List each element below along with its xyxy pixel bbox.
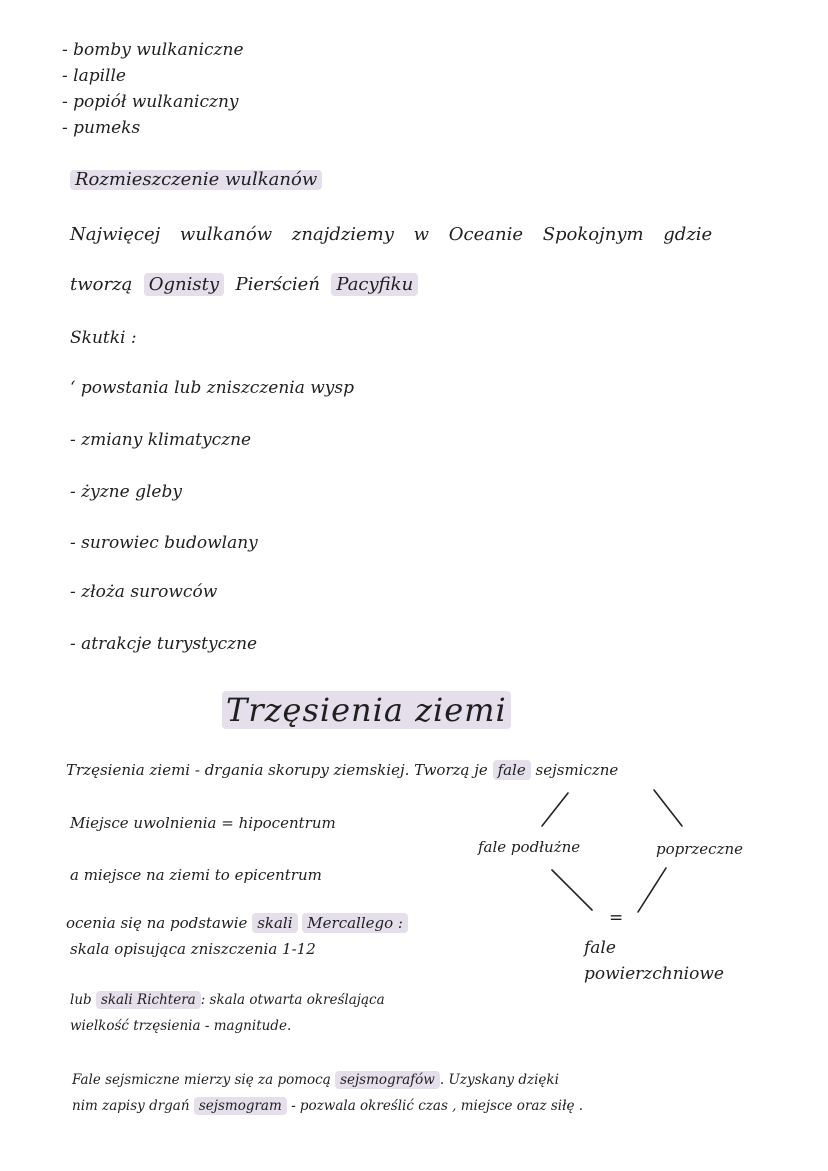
list-item: - żyzne gleby: [70, 482, 182, 502]
list-item: - atrakcje turystyczne: [70, 634, 258, 654]
text: sejsmiczne: [535, 761, 619, 779]
highlight: fale: [493, 760, 531, 780]
hipocentrum-line: Miejsce uwolnienia = hipocentrum: [70, 814, 336, 832]
section-heading: Rozmieszczenie wulkanów: [70, 170, 322, 190]
text: Trzęsienia ziemi - drgania skorupy ziemskiej. Tworzą je: [66, 761, 488, 779]
equals-sign: =: [609, 908, 624, 928]
list-item: - złoża surowców: [70, 582, 218, 602]
richter-line-2: wielkość trzęsienia - magnitude.: [70, 1018, 292, 1034]
mercalli-line-2: skala opisująca zniszczenia 1-12: [70, 940, 316, 958]
list-item: - zmiany klimatyczne: [70, 430, 252, 450]
text: - pozwala określić czas , miejsce oraz siłę .: [291, 1098, 584, 1114]
highlight: sejsmografów: [335, 1071, 440, 1089]
list-item: - lapille: [62, 66, 126, 86]
skutki-label: Skutki :: [70, 328, 137, 348]
richter-line: [70, 994, 385, 1008]
highlight: sejsmogram: [194, 1097, 287, 1115]
highlight: Pacyfiku: [331, 273, 418, 296]
text: ocenia się na podstawie: [66, 914, 248, 932]
highlight: Mercallego :: [302, 913, 408, 933]
wave-bottom-label-1: fale: [584, 938, 616, 958]
wave-right-label: poprzeczne: [656, 840, 744, 858]
word: tworzą: [70, 274, 133, 295]
text: . Uzyskany dzięki: [439, 1072, 559, 1088]
title-text: Trzęsienia ziemi: [222, 691, 511, 729]
text: nim zapisy drgań: [72, 1098, 190, 1114]
list-item-text: powstania lub zniszczenia wysp: [80, 378, 355, 398]
list-item: - popiół wulkaniczny: [62, 92, 239, 112]
list-item: ‘ powstania lub zniszczenia wysp: [70, 378, 355, 398]
text: : skala otwarta określająca: [200, 992, 385, 1008]
text: Fale sejsmiczne mierzy się za pomocą: [72, 1072, 331, 1088]
list-item: - pumeks: [62, 118, 141, 138]
word: Pierścień: [235, 274, 320, 295]
list-item: - surowiec budowlany: [70, 533, 258, 553]
epicentrum-line: a miejsce na ziemi to epicentrum: [70, 866, 322, 884]
list-item: - bomby wulkaniczne: [62, 40, 244, 60]
seismo-line-2: [72, 1100, 583, 1114]
seismo-line: [72, 1074, 559, 1088]
wave-left-label: fale podłużne: [478, 838, 581, 856]
highlight: skali Richtera: [96, 991, 201, 1009]
highlight: skali: [252, 913, 297, 933]
wave-bottom-label-2: powierzchniowe: [584, 964, 724, 984]
branch-line-left: [542, 793, 568, 826]
branch-line-left-down: [552, 870, 592, 910]
branch-line-right-down: [638, 868, 666, 912]
highlight: Ognisty: [144, 273, 224, 296]
text: lub: [70, 992, 92, 1008]
branch-line-right: [654, 790, 682, 826]
paragraph-line: Najwięcej wulkanów znajdziemy w Oceanie Spokojnym gdzie: [70, 224, 713, 245]
mercalli-line: [66, 916, 408, 931]
